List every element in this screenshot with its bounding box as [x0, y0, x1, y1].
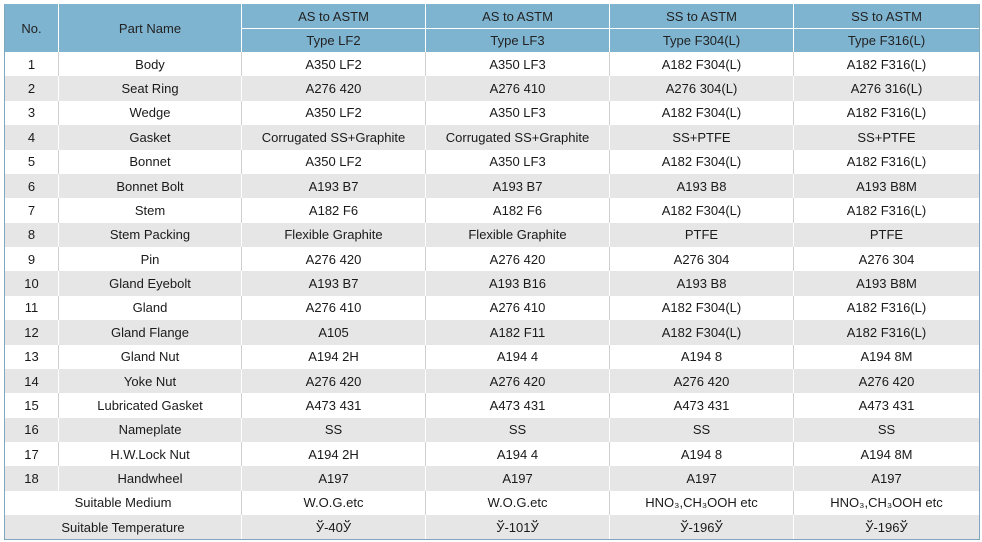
- footer-value: HNO₃,CH₃OOH etc: [794, 491, 980, 515]
- row-no: 12: [5, 320, 59, 344]
- table-row: [5, 418, 980, 442]
- row-no: 5: [5, 150, 59, 174]
- part-name: Gland Nut: [59, 345, 242, 369]
- material-lf2: A350 LF2: [242, 101, 426, 125]
- footer-label: Suitable Temperature: [5, 515, 242, 539]
- footer-row: [5, 491, 980, 515]
- table-row: [5, 442, 980, 466]
- material-f316: A194 8M: [794, 345, 980, 369]
- material-lf2: A473 431: [242, 393, 426, 417]
- material-f304: A276 420: [610, 369, 794, 393]
- part-name: Gasket: [59, 125, 242, 149]
- material-lf3: SS: [426, 418, 610, 442]
- footer-value: Ў-196Ў: [610, 515, 794, 539]
- footer-value: Ў-40Ў: [242, 515, 426, 539]
- row-no: 4: [5, 125, 59, 149]
- row-no: 2: [5, 76, 59, 100]
- material-lf2: A276 410: [242, 296, 426, 320]
- part-name: Wedge: [59, 101, 242, 125]
- part-name: Stem Packing: [59, 223, 242, 247]
- material-lf3: A197: [426, 466, 610, 490]
- material-lf2: A194 2H: [242, 345, 426, 369]
- row-no: 6: [5, 174, 59, 198]
- part-name: Handwheel: [59, 466, 242, 490]
- materials-table: [4, 4, 980, 540]
- material-f316: A276 420: [794, 369, 980, 393]
- material-f304: A182 F304(L): [610, 198, 794, 222]
- material-lf3: A350 LF3: [426, 150, 610, 174]
- table-row: [5, 466, 980, 490]
- material-lf2: A350 LF2: [242, 150, 426, 174]
- material-f316: A182 F316(L): [794, 52, 980, 76]
- footer-label: Suitable Medium: [5, 491, 242, 515]
- material-f316: SS+PTFE: [794, 125, 980, 149]
- header-type-lf2: Type LF2: [242, 29, 426, 53]
- table-row: [5, 101, 980, 125]
- table-row: [5, 271, 980, 295]
- material-lf3: A182 F11: [426, 320, 610, 344]
- part-name: Nameplate: [59, 418, 242, 442]
- part-name: Bonnet: [59, 150, 242, 174]
- row-no: 10: [5, 271, 59, 295]
- material-f304: A473 431: [610, 393, 794, 417]
- material-lf3: A194 4: [426, 442, 610, 466]
- material-f316: A182 F316(L): [794, 296, 980, 320]
- part-name: Gland Flange: [59, 320, 242, 344]
- material-lf3: A350 LF3: [426, 101, 610, 125]
- material-lf2: A197: [242, 466, 426, 490]
- material-lf2: SS: [242, 418, 426, 442]
- material-lf2: Flexible Graphite: [242, 223, 426, 247]
- material-f304: A182 F304(L): [610, 296, 794, 320]
- material-lf2: Corrugated SS+Graphite: [242, 125, 426, 149]
- part-name: Gland: [59, 296, 242, 320]
- material-f316: A182 F316(L): [794, 101, 980, 125]
- material-f316: A276 304: [794, 247, 980, 271]
- material-lf3: A276 420: [426, 247, 610, 271]
- material-f304: A182 F304(L): [610, 101, 794, 125]
- row-no: 3: [5, 101, 59, 125]
- material-f304: A193 B8: [610, 271, 794, 295]
- material-lf2: A194 2H: [242, 442, 426, 466]
- footer-value: HNO₃,CH₃OOH etc: [610, 491, 794, 515]
- header-group-ss-2: SS to ASTM: [794, 4, 980, 29]
- material-lf3: Flexible Graphite: [426, 223, 610, 247]
- material-lf2: A350 LF2: [242, 52, 426, 76]
- row-no: 13: [5, 345, 59, 369]
- material-f304: PTFE: [610, 223, 794, 247]
- material-f316: A182 F316(L): [794, 198, 980, 222]
- row-no: 11: [5, 296, 59, 320]
- table-row: [5, 247, 980, 271]
- material-lf3: A182 F6: [426, 198, 610, 222]
- row-no: 18: [5, 466, 59, 490]
- part-name: Yoke Nut: [59, 369, 242, 393]
- material-f316: A197: [794, 466, 980, 490]
- table-row: [5, 345, 980, 369]
- table-row: [5, 125, 980, 149]
- part-name: Stem: [59, 198, 242, 222]
- table-row: [5, 393, 980, 417]
- material-lf3: A350 LF3: [426, 52, 610, 76]
- material-f316: A182 F316(L): [794, 320, 980, 344]
- material-f316: A193 B8M: [794, 174, 980, 198]
- material-lf2: A276 420: [242, 369, 426, 393]
- material-f316: A194 8M: [794, 442, 980, 466]
- table-row: [5, 320, 980, 344]
- material-lf2: A182 F6: [242, 198, 426, 222]
- material-lf3: A276 410: [426, 76, 610, 100]
- row-no: 9: [5, 247, 59, 271]
- header-no: No.: [5, 4, 59, 52]
- material-f304: A194 8: [610, 442, 794, 466]
- header-part-name: Part Name: [59, 4, 242, 52]
- part-name: Seat Ring: [59, 76, 242, 100]
- material-lf3: A276 420: [426, 369, 610, 393]
- material-lf2: A105: [242, 320, 426, 344]
- material-f304: SS: [610, 418, 794, 442]
- material-lf3: A473 431: [426, 393, 610, 417]
- header-type-f304: Type F304(L): [610, 29, 794, 53]
- table-row: [5, 198, 980, 222]
- header-type-f316: Type F316(L): [794, 29, 980, 53]
- part-name: Body: [59, 52, 242, 76]
- row-no: 8: [5, 223, 59, 247]
- material-f304: A193 B8: [610, 174, 794, 198]
- row-no: 14: [5, 369, 59, 393]
- material-lf3: A194 4: [426, 345, 610, 369]
- footer-row: [5, 515, 980, 539]
- material-lf2: A193 B7: [242, 174, 426, 198]
- material-f304: A182 F304(L): [610, 150, 794, 174]
- header-group-ss-1: SS to ASTM: [610, 4, 794, 29]
- footer-value: Ў-196Ў: [794, 515, 980, 539]
- table-row: [5, 150, 980, 174]
- table-row: [5, 52, 980, 76]
- material-lf3: A193 B7: [426, 174, 610, 198]
- material-f316: A473 431: [794, 393, 980, 417]
- table-row: [5, 369, 980, 393]
- row-no: 7: [5, 198, 59, 222]
- table-row: [5, 76, 980, 100]
- material-f304: SS+PTFE: [610, 125, 794, 149]
- row-no: 15: [5, 393, 59, 417]
- footer-value: Ў-101Ў: [426, 515, 610, 539]
- material-f316: SS: [794, 418, 980, 442]
- part-name: Bonnet Bolt: [59, 174, 242, 198]
- material-f304: A197: [610, 466, 794, 490]
- part-name: Pin: [59, 247, 242, 271]
- material-lf2: A276 420: [242, 76, 426, 100]
- row-no: 1: [5, 52, 59, 76]
- material-f316: A193 B8M: [794, 271, 980, 295]
- material-f304: A194 8: [610, 345, 794, 369]
- material-f304: A276 304(L): [610, 76, 794, 100]
- table-header: [5, 4, 980, 52]
- material-lf2: A193 B7: [242, 271, 426, 295]
- table-body: [5, 52, 980, 540]
- part-name: Lubricated Gasket: [59, 393, 242, 417]
- part-name: H.W.Lock Nut: [59, 442, 242, 466]
- material-lf3: A276 410: [426, 296, 610, 320]
- table-row: [5, 223, 980, 247]
- material-lf3: A193 B16: [426, 271, 610, 295]
- material-f304: A182 F304(L): [610, 52, 794, 76]
- footer-value: W.O.G.etc: [242, 491, 426, 515]
- header-group-as-2: AS to ASTM: [426, 4, 610, 29]
- row-no: 16: [5, 418, 59, 442]
- header-group-as-1: AS to ASTM: [242, 4, 426, 29]
- row-no: 17: [5, 442, 59, 466]
- table-row: [5, 296, 980, 320]
- part-name: Gland Eyebolt: [59, 271, 242, 295]
- material-f316: A182 F316(L): [794, 150, 980, 174]
- material-lf2: A276 420: [242, 247, 426, 271]
- material-f316: PTFE: [794, 223, 980, 247]
- material-f304: A276 304: [610, 247, 794, 271]
- material-f316: A276 316(L): [794, 76, 980, 100]
- material-f304: A182 F304(L): [610, 320, 794, 344]
- material-lf3: Corrugated SS+Graphite: [426, 125, 610, 149]
- footer-value: W.O.G.etc: [426, 491, 610, 515]
- table-row: [5, 174, 980, 198]
- header-type-lf3: Type LF3: [426, 29, 610, 53]
